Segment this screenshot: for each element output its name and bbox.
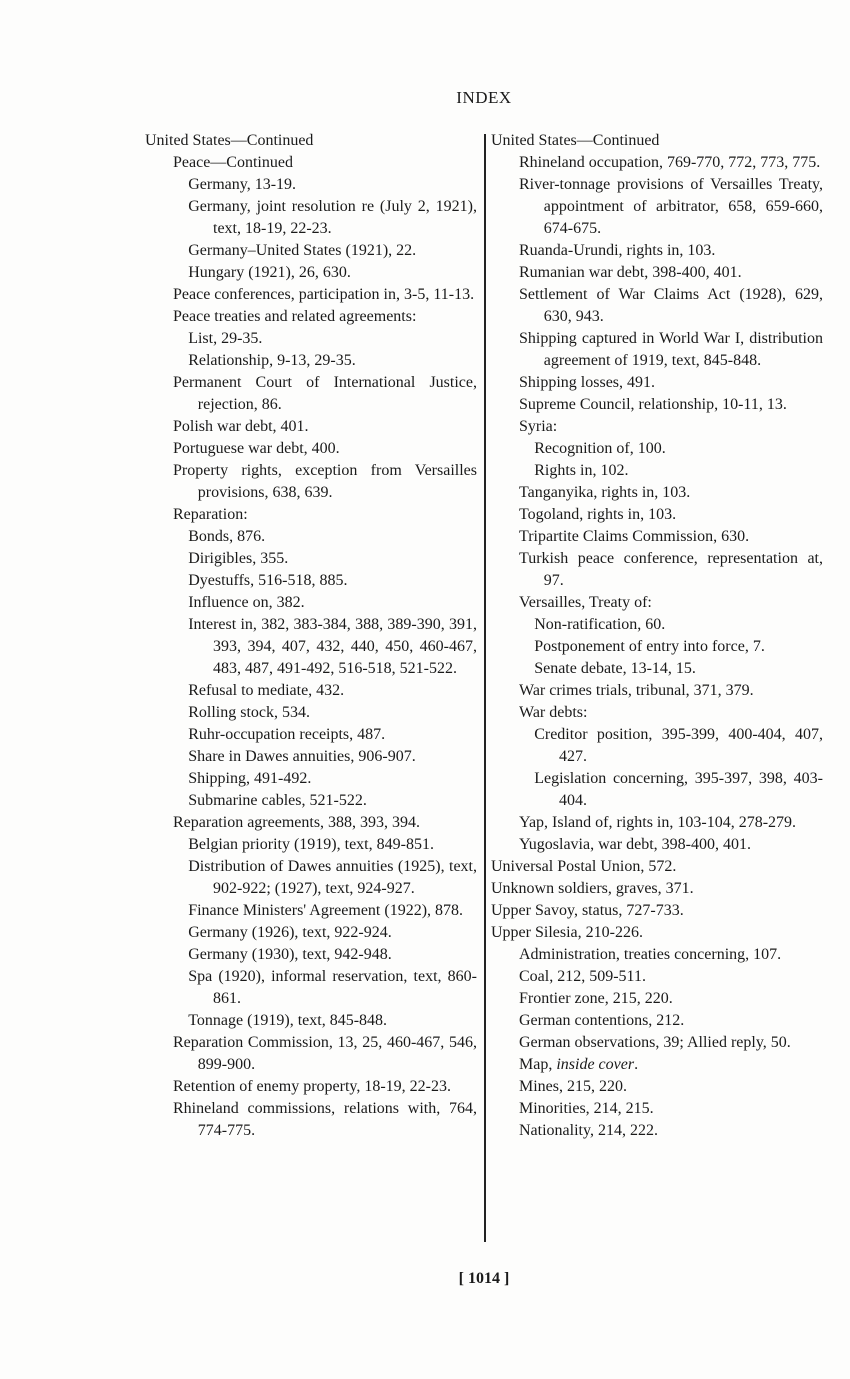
page-number: [ 1014 ] <box>458 1270 510 1287</box>
index-entry: Togoland, rights in, 103. <box>519 506 677 523</box>
index-entry: War crimes trials, tribunal, 371, 379. <box>519 682 754 699</box>
index-entry: Spa (1920), informal reservation, text, 860-861. <box>188 968 477 1007</box>
index-entry: Finance Ministers' Agreement (1922), 878. <box>188 902 464 919</box>
index-entry: Universal Postal Union, 572. <box>491 858 677 875</box>
index-entry: United States—Continued <box>145 132 314 149</box>
index-entry: Polish war debt, 401. <box>173 418 309 435</box>
index-entry: Rumanian war debt, 398-400, 401. <box>519 264 742 281</box>
index-column-left <box>145 130 477 1142</box>
index-entry: Influence on, 382. <box>188 594 305 611</box>
index-column-right <box>491 130 823 1142</box>
index-entry: Minorities, 214, 215. <box>519 1100 654 1117</box>
index-entry: Dyestuffs, 516-518, 885. <box>188 572 348 589</box>
index-entry: Retention of enemy property, 18-19, 22-23. <box>173 1078 452 1095</box>
index-entry: Tonnage (1919), text, 845-848. <box>188 1012 388 1029</box>
index-entry: Germany (1930), text, 942-948. <box>188 946 392 963</box>
page-title: INDEX <box>456 88 512 107</box>
index-entry: Shipping captured in World War I, distribution agreement of 1919, text, 845-848. <box>519 330 823 369</box>
index-entry: Ruanda-Urundi, rights in, 103. <box>519 242 716 259</box>
index-entry: Bonds, 876. <box>188 528 266 545</box>
index-entry: Shipping losses, 491. <box>519 374 656 391</box>
column-divider <box>484 134 486 1242</box>
index-entry: Upper Savoy, status, 727-733. <box>491 902 684 919</box>
index-entry: Ruhr-occupation receipts, 487. <box>188 726 386 743</box>
index-entry: Recognition of, 100. <box>534 440 666 457</box>
index-entry: Settlement of War Claims Act (1928), 629, 630, 943. <box>519 286 823 325</box>
index-entry: List, 29-35. <box>188 330 263 347</box>
index-entry: German contentions, 212. <box>519 1012 685 1029</box>
index-entry: Relationship, 9-13, 29-35. <box>188 352 356 369</box>
index-entry: Permanent Court of International Justice, rejection, 86. <box>173 374 477 413</box>
index-entry: Non-ratification, 60. <box>534 616 666 633</box>
index-entry: Frontier zone, 215, 220. <box>519 990 673 1007</box>
index-entry: Portuguese war debt, 400. <box>173 440 340 457</box>
index-entry: Share in Dawes annuities, 906-907. <box>188 748 416 765</box>
index-entry: Rolling stock, 534. <box>188 704 310 721</box>
index-entry: Interest in, 382, 383-384, 388, 389-390, 391, 393, 394, 407, 432, 440, 450, 460-467, 483, 487, 491-492, 516-518, 521-522. <box>188 616 477 677</box>
index-entry: Senate debate, 13-14, 15. <box>534 660 696 677</box>
index-entry: Germany, joint resolution re (July 2, 1921), text, 18-19, 22-23. <box>188 198 477 237</box>
index-entry: River-tonnage provisions of Versailles Treaty, appointment of arbitrator, 658, 659-660, 674-675. <box>519 176 823 237</box>
index-entry: Yugoslavia, war debt, 398-400, 401. <box>519 836 751 853</box>
index-entry: Reparation Commission, 13, 25, 460-467, 546, 899-900. <box>173 1034 477 1073</box>
index-entry: Rights in, 102. <box>534 462 629 479</box>
index-entry: Nationality, 214, 222. <box>519 1122 658 1139</box>
index-entry: Turkish peace conference, representation at, 97. <box>519 550 823 589</box>
index-entry: Legislation concerning, 395-397, 398, 403-404. <box>534 770 823 809</box>
index-entry: Peace treaties and related agreements: <box>173 308 417 325</box>
index-entry: Mines, 215, 220. <box>519 1078 627 1095</box>
index-entry: Germany (1926), text, 922-924. <box>188 924 392 941</box>
index-entry: Upper Silesia, 210-226. <box>491 924 643 941</box>
index-entry: Map, inside cover. <box>519 1056 639 1073</box>
index-entry: Hungary (1921), 26, 630. <box>188 264 351 281</box>
index-entry: Germany–United States (1921), 22. <box>188 242 417 259</box>
index-entry: Rhineland occupation, 769-770, 772, 773, 775. <box>519 154 821 171</box>
index-entry: Supreme Council, relationship, 10-11, 13. <box>519 396 787 413</box>
index-entry: Property rights, exception from Versailles provisions, 638, 639. <box>173 462 477 501</box>
index-entry: Postponement of entry into force, 7. <box>534 638 765 655</box>
index-entry: Versailles, Treaty of: <box>519 594 652 611</box>
index-entry: Peace—Continued <box>173 154 293 171</box>
index-entry: Shipping, 491-492. <box>188 770 312 787</box>
index-entry: Tanganyika, rights in, 103. <box>519 484 691 501</box>
index-entry: Tripartite Claims Commission, 630. <box>519 528 750 545</box>
index-entry: Peace conferences, participation in, 3-5, 11-13. <box>173 286 475 303</box>
index-entry: War debts: <box>519 704 588 721</box>
index-entry: Reparation: <box>173 506 248 523</box>
index-entry: Syria: <box>519 418 558 435</box>
index-entry: Coal, 212, 509-511. <box>519 968 646 985</box>
index-entry: German observations, 39; Allied reply, 50. <box>519 1034 791 1051</box>
index-entry: Yap, Island of, rights in, 103-104, 278-279. <box>519 814 797 831</box>
index-entry: Distribution of Dawes annuities (1925), text, 902-922; (1927), text, 924-927. <box>188 858 477 897</box>
index-entry: Belgian priority (1919), text, 849-851. <box>188 836 434 853</box>
index-entry: Submarine cables, 521-522. <box>188 792 367 809</box>
index-entry: Rhineland commissions, relations with, 764, 774-775. <box>173 1100 477 1139</box>
index-entry: Refusal to mediate, 432. <box>188 682 345 699</box>
index-entry: Unknown soldiers, graves, 371. <box>491 880 694 897</box>
index-entry: Creditor position, 395-399, 400-404, 407, 427. <box>534 726 823 765</box>
index-entry: United States—Continued <box>491 132 660 149</box>
index-entry: Administration, treaties concerning, 107. <box>519 946 782 963</box>
index-entry: Reparation agreements, 388, 393, 394. <box>173 814 421 831</box>
index-entry: Germany, 13-19. <box>188 176 297 193</box>
index-entry: Dirigibles, 355. <box>188 550 289 567</box>
